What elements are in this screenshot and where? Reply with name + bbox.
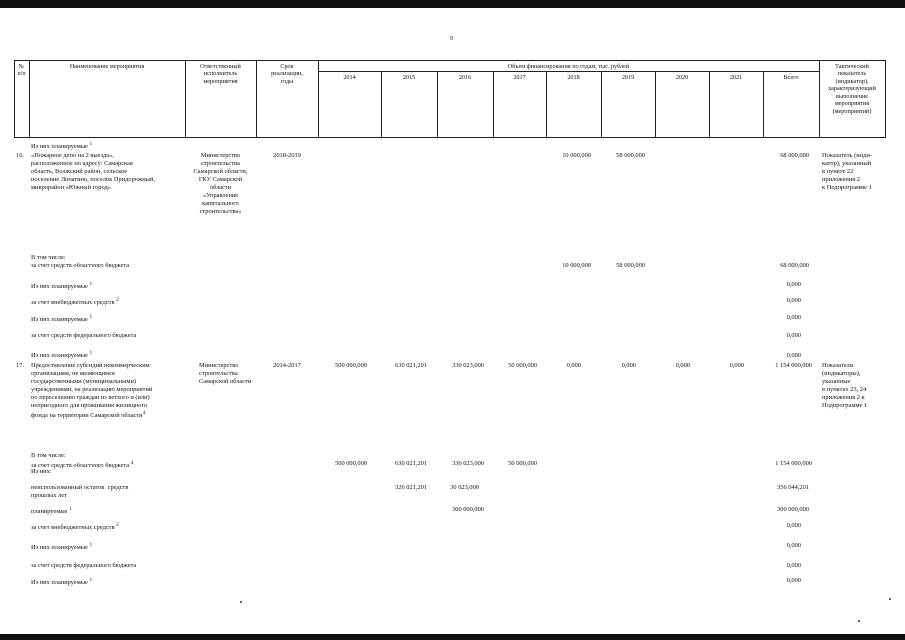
row-label: В том числе: [31,452,66,459]
item-17-responsible: Министерство строительства Самарской области [199,362,252,385]
header-year-2017: 2017 [513,74,526,81]
item-17-2015: 630 021,201 [395,362,427,369]
item-17-2017: 50 000,000 [508,362,537,369]
item-17-2020: 0,000 [675,362,690,369]
item-17-indicator: Показатели (индикаторы), указанные в пунктах 23, 24 приложения 2 к Подпрограмме 1 [822,362,868,409]
item-17-2021: 0,000 [729,362,744,369]
row-label: неиспользованный остаток средств прошлых лет [31,484,129,499]
header-year-2015: 2015 [402,74,416,81]
item-17-2014: 500 000,000 [335,362,367,369]
header-total: Всего [783,74,799,81]
item-16-name: «Пожарное депо на 2 выезда», расположенное по адресу: Самарская область, Волжский район, сельское поселение Лопатино, поселок Придорожный, микрорайон «Южный город» [31,152,155,191]
header-responsible: Ответственный исполнитель мероприятия [200,63,241,85]
cell-total: 0,000 [786,314,801,321]
scan-speck [858,620,860,622]
scan-bottom-border [0,634,905,640]
item-17-total: 1 154 000,000 [775,362,812,369]
cell-total: 356 044,201 [777,484,809,491]
row-label: Из них планируемые $^1$ [31,141,93,151]
header-year-2019: 2019 [621,74,635,81]
cell-2014: 500 000,000 [335,460,367,467]
cell-2019: 58 000,000 [616,262,645,269]
header-year-2018: 2018 [567,74,580,81]
cell-total: 300 000,000 [777,506,809,513]
cell-total: 1 154 000,000 [775,460,812,467]
scan-speck [889,598,891,600]
page-number: 9 [450,36,453,42]
header-year-2014: 2014 [343,74,356,81]
item-17-term: 2014-2017 [273,362,301,369]
row-label: за счет внебюджетных средств $^2$ [31,297,119,307]
cell-total: 68 000,000 [780,262,809,269]
cell-total: 0,000 [786,542,801,549]
header-year-2021: 2021 [729,74,743,81]
grid-line [29,60,30,138]
header-indicator: Тактический показатель (индикатор), характеризующий выполнение мероприятия (мероприятий) [828,63,876,115]
item-17-2019: 0,000 [621,362,636,369]
row-label: за счет внебюджетных средств $^2$ [31,522,119,532]
cell-2017: 50 000,000 [508,460,537,467]
item-16-total: 68 000,000 [780,152,809,159]
item-16-indicator: Показатель (инди- катор), указанный в пункте 22 приложения 2 к Подпрограмме 1 [822,152,872,191]
row-label: Из них планируемые $^1$ [31,314,93,324]
cell-total: 0,000 [786,297,801,304]
cell-total: 0,000 [786,522,801,529]
row-label: за счет средств федерального бюджета [31,332,137,339]
cell-total: 0,000 [786,332,801,339]
header-funding: Объем финансирования по годам, тыс. рублей [507,63,630,70]
row-label: Из них планируемые $^1$ [31,577,93,587]
cell-2015: 326 021,201 [395,484,427,491]
row-label: за счет средств федерального бюджета [31,562,137,569]
cell-total: 0,000 [786,562,801,569]
row-label: за счет средств областного бюджета $^4$ [31,460,134,470]
item-17-2016: 330 023,000 [452,362,484,369]
item-17-2018: 0,000 [566,362,581,369]
header-term: Срок реализации, годы [271,63,303,85]
row-label: Из них планируемые $^1$ [31,350,93,360]
scan-top-border [0,0,905,8]
scan-speck [240,601,242,603]
cell-total: 0,000 [786,577,801,584]
grid-line [885,60,886,138]
item-16-term: 2018-2019 [273,152,301,159]
row-label: планируемые $^1$ [31,506,72,516]
header-year-2016: 2016 [458,74,472,81]
row-label: за счет средств областного бюджета [31,262,130,269]
item-16-2018: 10 000,000 [562,152,591,159]
header-name: Наименование мероприятия [69,63,145,70]
row-label: В том числе: [31,254,66,261]
item-16-responsible: Министерство строительства Самарской области, ГКУ Самарской области «Управление капитального строительства» [193,152,248,215]
row-label: Из них планируемые $^1$ [31,281,93,291]
item-16-number: 16. [16,152,24,159]
item-17-number: 17. [16,362,24,369]
row-label: Из них планируемые $^1$ [31,542,93,552]
row-label: Из них: [31,468,52,475]
cell-total: 0,000 [786,281,801,288]
header-num: № п/п [17,63,26,78]
header-bottom-border [14,137,885,138]
item-17-name: Предоставление субсидий некоммерческим организациям, не являющимся государственными (муниципальными) учреждениями, на реализацию мероприятий по переселению граждан из ветхого и (или) непригодного для проживания жилищного фонда на территории Самарской области$^4$ [31,362,153,420]
cell-2016: 300 000,000 [452,506,484,513]
cell-2018: 10 000,000 [562,262,591,269]
cell-total: 0,000 [786,352,801,359]
item-16-2019: 58 000,000 [616,152,645,159]
cell-2015: 630 021,201 [395,460,427,467]
header-year-2020: 2020 [675,74,689,81]
cell-2016: 30 023,000 [450,484,479,491]
header-year-divider [318,71,819,72]
cell-2016: 330 023,000 [452,460,484,467]
header-top-border [14,60,885,61]
grid-line [318,60,319,138]
